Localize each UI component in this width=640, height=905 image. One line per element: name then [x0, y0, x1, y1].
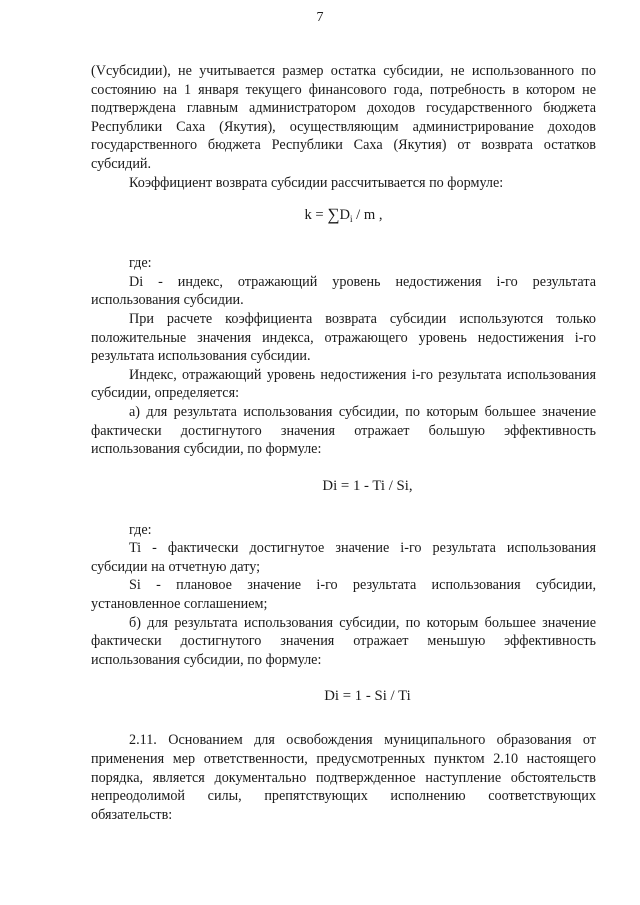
- paragraph: Si - плановое значение i-го результата использования субсидии, установленное соглашением;: [91, 577, 596, 613]
- formula-return-coefficient: [91, 206, 596, 228]
- paragraph: (Vсубсидии), не учитывается размер остатка субсидии, не использованного по состоянию на 1 января текущего финансового года, потребность в котором не подтверждена главным администратором доходов государственного бюджета Республики Саха (Якутия), осуществляющим администрирование доходов государственного бюджета Республики Саха (Якутия) от возврата остатков субсидий.: [91, 63, 596, 172]
- paragraph: Коэффициент возврата субсидии рассчитывается по формуле:: [129, 174, 504, 191]
- page-number: 7: [316, 10, 324, 25]
- paragraph: 2.11. Основанием для освобождения муниципального образования от применения мер ответственности, предусмотренных пунктом 2.10 настоящего порядка, является документально подтвержденное наступление обстоятельств непреодолимой силы, препятствующих исполнению соответствующих обязательств:: [91, 732, 596, 823]
- paragraph: При расчете коэффициента возврата субсидии используются только положительные значения индекса, отражающего уровень недостижения i-го результата использования субсидии.: [91, 310, 596, 365]
- paragraph: Ti - фактически достигнутое значение i-го результата использования субсидии на отчетную дату;: [91, 540, 596, 575]
- paragraph: б) для результата использования субсидии, по которым большее значение фактически достигнутого значения отражает меньшую эффективность использования субсидии, по формуле:: [91, 614, 596, 668]
- formula-index-a: Di = 1 - Ti / Si,: [322, 477, 413, 494]
- formula-right: / m ,: [352, 207, 383, 224]
- formula-subscript: i: [349, 214, 353, 225]
- document-body: [91, 62, 596, 824]
- paragraph: Di - индекс, отражающий уровень недостижения i-го результата использования субсидии.: [91, 273, 596, 309]
- paragraph: Индекс, отражающий уровень недостижения i-го результата использования субсидии, определяется:: [91, 366, 596, 402]
- paragraph: а) для результата использования субсидии, по которым большее значение фактически достигнутого значения отражает большую эффективность использования субсидии, по формуле:: [91, 403, 596, 458]
- formula-left: k =: [304, 207, 328, 224]
- paragraph: где:: [129, 521, 152, 538]
- formula-d: D: [339, 207, 350, 224]
- paragraph: где:: [129, 255, 152, 272]
- formula-index-b: Di = 1 - Si / Ti: [324, 688, 411, 705]
- sum-symbol: ∑: [327, 205, 340, 225]
